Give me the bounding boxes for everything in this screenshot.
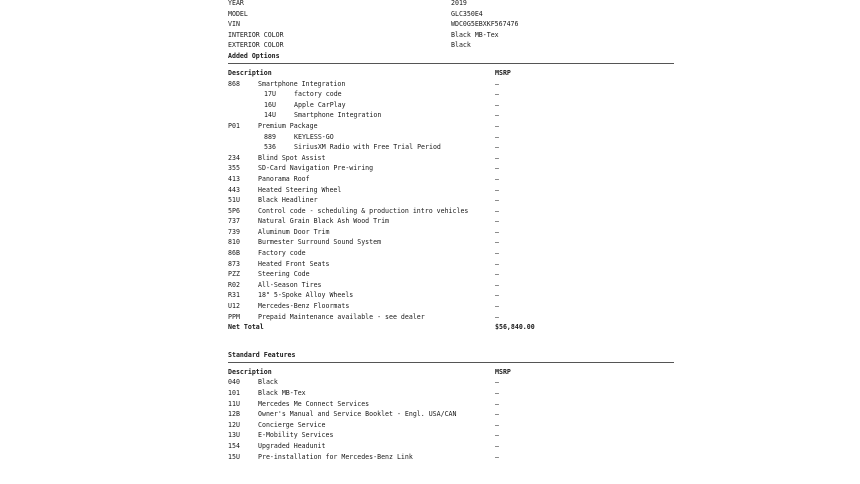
standard-features-list <box>228 377 674 462</box>
option-row <box>228 388 674 399</box>
option-row <box>228 216 674 227</box>
option-description: E-Mobility Services <box>258 431 334 440</box>
option-description: Mercedes-Benz Floormats <box>258 302 350 311</box>
spec-label: EXTERIOR COLOR <box>228 41 284 50</box>
option-row <box>228 420 674 431</box>
vehicle-specs <box>228 0 674 51</box>
option-description: 18" 5-Spoke Alloy Wheels <box>258 291 354 300</box>
spec-value: Black <box>451 41 471 50</box>
option-row <box>228 79 674 90</box>
option-msrp: — <box>495 143 499 152</box>
option-msrp: — <box>495 153 499 162</box>
option-msrp: — <box>495 399 499 408</box>
section-divider <box>228 362 674 363</box>
option-msrp: — <box>495 227 499 236</box>
option-row <box>228 206 674 217</box>
option-msrp: — <box>495 270 499 279</box>
option-msrp: — <box>495 441 499 450</box>
standard-features-header <box>228 367 674 378</box>
spec-row <box>228 30 674 41</box>
option-msrp: — <box>495 217 499 226</box>
option-description: SiriusXM Radio with Free Trial Period <box>294 143 441 152</box>
option-description: Panorama Roof <box>258 174 310 183</box>
option-description: factory code <box>294 90 342 99</box>
option-code: 739 <box>228 227 240 236</box>
option-row <box>228 452 674 463</box>
option-row <box>228 269 674 280</box>
column-header-msrp: MSRP <box>495 68 511 77</box>
spec-row <box>228 19 674 30</box>
option-code: 5P6 <box>228 206 240 215</box>
option-msrp: — <box>495 238 499 247</box>
spec-value: WDC0G5EBXKF567476 <box>451 20 519 29</box>
spec-value: Black MB-Tex <box>451 30 499 39</box>
spec-row <box>228 9 674 20</box>
option-code: R31 <box>228 291 240 300</box>
option-row <box>228 301 674 312</box>
option-msrp: — <box>495 259 499 268</box>
section-spacer <box>228 333 674 350</box>
net-total-row <box>228 322 674 333</box>
option-description: Concierge Service <box>258 420 326 429</box>
column-header-description: Description <box>228 68 272 77</box>
option-description: Smartphone Integration <box>294 111 382 120</box>
option-row <box>228 248 674 259</box>
option-code: 12B <box>228 410 240 419</box>
added-options-header <box>228 68 674 79</box>
option-code: 234 <box>228 153 240 162</box>
option-row <box>228 153 674 164</box>
option-code: 413 <box>228 174 240 183</box>
option-msrp: — <box>495 302 499 311</box>
option-code: 15U <box>228 452 240 461</box>
option-description: KEYLESS-GO <box>294 132 334 141</box>
option-code: 040 <box>228 378 240 387</box>
option-msrp: — <box>495 185 499 194</box>
section-divider <box>228 63 674 64</box>
option-msrp: — <box>495 206 499 215</box>
option-description: SD-Card Navigation Pre-wiring <box>258 164 374 173</box>
option-row <box>228 142 674 153</box>
option-row <box>228 430 674 441</box>
option-description: Burmester Surround Sound System <box>258 238 382 247</box>
option-msrp: — <box>495 121 499 130</box>
option-code: 86B <box>228 249 240 258</box>
option-msrp: — <box>495 312 499 321</box>
option-code: 810 <box>228 238 240 247</box>
option-description: Prepaid Maintenance available - see dealer <box>258 312 425 321</box>
spec-value: 2019 <box>451 0 467 7</box>
option-msrp: — <box>495 132 499 141</box>
option-row <box>228 195 674 206</box>
option-row <box>228 185 674 196</box>
option-code: PPM <box>228 312 240 321</box>
option-row <box>228 163 674 174</box>
window-sticker-document <box>228 0 674 462</box>
spec-label: INTERIOR COLOR <box>228 30 284 39</box>
spec-label: MODEL <box>228 9 248 18</box>
spec-row <box>228 0 674 9</box>
option-msrp: — <box>495 431 499 440</box>
option-description: Pre-installation for Mercedes-Benz Link <box>258 452 413 461</box>
spec-row <box>228 40 674 51</box>
option-code: 13U <box>228 431 240 440</box>
option-msrp: — <box>495 291 499 300</box>
spec-label: YEAR <box>228 0 244 7</box>
option-row <box>228 89 674 100</box>
option-msrp: — <box>495 378 499 387</box>
option-row <box>228 121 674 132</box>
option-description: Steering Code <box>258 270 310 279</box>
option-row <box>228 227 674 238</box>
option-row <box>228 441 674 452</box>
option-msrp: — <box>495 174 499 183</box>
added-options-title: Added Options <box>228 51 280 60</box>
option-row <box>228 409 674 420</box>
option-description: Natural Grain Black Ash Wood Trim <box>258 217 390 226</box>
option-code: 16U <box>264 100 276 109</box>
option-row <box>228 399 674 410</box>
column-header-description: Description <box>228 367 272 376</box>
option-msrp: — <box>495 420 499 429</box>
option-code: 443 <box>228 185 240 194</box>
option-code: 873 <box>228 259 240 268</box>
option-description: All-Season Tires <box>258 280 322 289</box>
option-code: 17U <box>264 90 276 99</box>
option-description: Black Headliner <box>258 196 318 205</box>
option-code: 737 <box>228 217 240 226</box>
option-description: Mercedes Me Connect Services <box>258 399 370 408</box>
option-row <box>228 290 674 301</box>
column-header-msrp: MSRP <box>495 367 511 376</box>
option-description: Owner's Manual and Service Booklet - Engl. USA/CAN <box>258 410 457 419</box>
option-msrp: — <box>495 100 499 109</box>
option-description: Heated Front Seats <box>258 259 330 268</box>
option-row <box>228 100 674 111</box>
option-description: Apple CarPlay <box>294 100 346 109</box>
option-code: 12U <box>228 420 240 429</box>
standard-features-title: Standard Features <box>228 350 296 359</box>
option-row <box>228 259 674 270</box>
option-msrp: — <box>495 452 499 461</box>
option-msrp: — <box>495 164 499 173</box>
option-description: Upgraded Headunit <box>258 441 326 450</box>
option-row <box>228 174 674 185</box>
option-code: PZZ <box>228 270 240 279</box>
option-code: 11U <box>228 399 240 408</box>
option-description: Factory code <box>258 249 306 258</box>
option-description: Heated Steering Wheel <box>258 185 342 194</box>
option-code: 51U <box>228 196 240 205</box>
option-code: 101 <box>228 389 240 397</box>
option-row <box>228 110 674 121</box>
option-msrp: — <box>495 79 499 88</box>
spec-value: GLC350E4 <box>451 9 483 18</box>
option-description: Black <box>258 378 278 387</box>
option-row <box>228 237 674 248</box>
option-code: 355 <box>228 164 240 173</box>
option-msrp: — <box>495 280 499 289</box>
option-description: Premium Package <box>258 121 318 130</box>
option-description: Blind Spot Assist <box>258 153 326 162</box>
option-code: 889 <box>264 132 276 141</box>
net-total-label: Net Total <box>228 323 264 332</box>
option-row <box>228 132 674 143</box>
option-msrp: — <box>495 111 499 120</box>
option-code: P01 <box>228 121 240 130</box>
option-description: Smartphone Integration <box>258 79 346 88</box>
option-code: U12 <box>228 302 240 311</box>
option-row <box>228 280 674 291</box>
option-msrp: — <box>495 196 499 205</box>
spec-label: VIN <box>228 20 240 29</box>
option-code: 868 <box>228 79 240 88</box>
option-code: 154 <box>228 441 240 450</box>
option-msrp: — <box>495 410 499 419</box>
option-row <box>228 312 674 323</box>
option-description: Black MB-Tex <box>258 389 306 397</box>
option-code: 14U <box>264 111 276 120</box>
added-options-list <box>228 79 674 323</box>
option-msrp: — <box>495 249 499 258</box>
option-msrp: — <box>495 90 499 99</box>
option-code: 536 <box>264 143 276 152</box>
option-code: R02 <box>228 280 240 289</box>
option-msrp: — <box>495 389 499 397</box>
option-description: Control code - scheduling & production intro vehicles <box>258 206 469 215</box>
net-total-value: $56,840.00 <box>495 323 535 332</box>
option-description: Aluminum Door Trim <box>258 227 330 236</box>
option-row <box>228 377 674 388</box>
